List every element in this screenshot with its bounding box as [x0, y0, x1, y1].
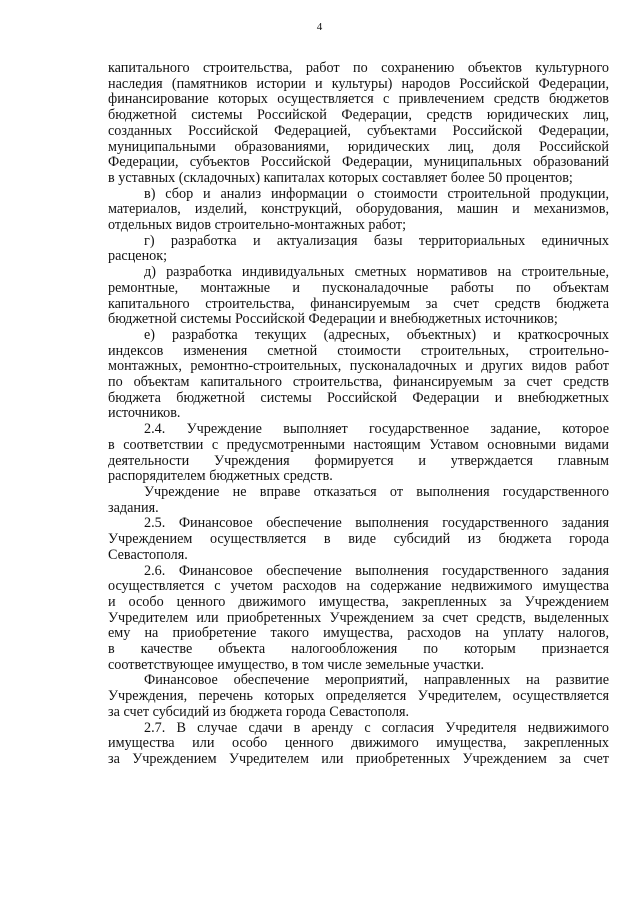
text-line: в соответствии с предусмотренными настоящим Уставом основными видами	[108, 436, 609, 453]
text-line: Учредителем или приобретенных Учреждением за счет средств, выделенных	[108, 609, 609, 626]
text-line: имущества или особо ценного движимого имущества, закрепленных	[108, 735, 609, 752]
text-line: деятельности Учреждения формируется и утверждается главным	[108, 452, 609, 469]
text-line: 2.4. Учреждение выполняет государственное задание, которое	[144, 421, 609, 438]
paragraph-p-refuse	[108, 485, 609, 516]
text-line: соответствующее имущество, в том числе земельные участки.	[108, 656, 485, 673]
text-line: 2.6. Финансовое обеспечение выполнения государственного задания	[144, 562, 609, 579]
text-line: ему на приобретение такого имущества, расходов на уплату налогов,	[108, 625, 609, 642]
text-line: монтажных, ремонтно-строительных, пусконаладочных и других видов работ	[108, 358, 609, 375]
text-line: бюджетной системы Российской Федерации, средств юридических лиц,	[108, 107, 609, 124]
text-line: ремонтные, монтажные и пусконаладочные работы по объектам	[108, 279, 609, 296]
text-line: 2.5. Финансовое обеспечение выполнения государственного задания	[144, 515, 609, 532]
text-line: бюджетной системы Российской Федерации и внебюджетных источников;	[108, 311, 558, 328]
paragraph-p-d	[108, 265, 609, 328]
text-line: наследия (памятников истории и культуры) народов Российской Федерации,	[108, 75, 609, 92]
text-line: за Учреждением Учредителем или приобретенных Учреждением за счет	[108, 750, 609, 767]
text-line: источников.	[108, 405, 181, 422]
text-line: г) разработка и актуализация базы территориальных единичных	[144, 232, 609, 249]
text-line: Финансовое обеспечение мероприятий, направленных на развитие	[144, 672, 609, 689]
text-line: распорядителем бюджетных средств.	[108, 468, 333, 485]
paragraph-p-2-7	[108, 721, 609, 768]
paragraph-p-2-4	[108, 422, 609, 485]
text-line: в) сбор и анализ информации о стоимости строительной продукции,	[144, 185, 609, 202]
paragraph-p-2-5	[108, 516, 609, 563]
text-line: материалов, изделий, конструкций, оборудования, машин и механизмов,	[108, 201, 609, 218]
text-line: Учреждением осуществляется в виде субсидий из бюджета города	[108, 531, 609, 548]
text-line: финансирование которых осуществляется с привлечением средств бюджетов	[108, 91, 609, 108]
text-line: Учреждение не вправе отказаться от выполнения государственного	[144, 483, 609, 500]
text-line: бюджета бюджетной системы Российской Федерации и внебюджетных	[108, 389, 609, 406]
text-line: по объектам капитального строительства, финансируемым за счет средств	[108, 374, 609, 391]
paragraph-p-v	[108, 187, 609, 234]
text-line: 2.7. В случае сдачи в аренду с согласия Учредителя недвижимого	[144, 719, 609, 736]
text-line: Севастополя.	[108, 546, 188, 563]
text-line: индексов изменения сметной стоимости строительных, строительно-	[108, 342, 609, 359]
paragraph-p-e	[108, 328, 609, 422]
text-line: капитального строительства, работ по сохранению объектов культурного	[108, 60, 609, 76]
document-body	[108, 61, 609, 768]
paragraph-p-cont	[108, 61, 609, 187]
text-line: капитального строительства, финансируемым за счет средств бюджета	[108, 295, 609, 312]
text-line: расценок;	[108, 248, 168, 265]
text-line: муниципальными образованиями, юридических лиц, доля Российской	[108, 138, 609, 155]
text-line: осуществляется с учетом расходов на содержание недвижимого имущества	[108, 578, 609, 595]
text-line: задания.	[108, 499, 159, 516]
text-line: Федерации, субъектов Российской Федерации, муниципальных образований	[108, 154, 609, 171]
text-line: Учреждения, перечень которых определяется Учредителем, осуществляется	[108, 688, 609, 705]
text-line: за счет субсидий из бюджета города Севастополя.	[108, 703, 410, 720]
text-line: е) разработка текущих (адресных, объектных) и краткосрочных	[144, 326, 609, 343]
text-line: в уставных (складочных) капиталах которых составляет более 50 процентов;	[108, 169, 573, 186]
text-line: д) разработка индивидуальных сметных нормативов на строительные,	[144, 264, 609, 281]
text-line: отдельных видов строительно-монтажных работ;	[108, 217, 407, 234]
paragraph-p-2-6	[108, 564, 609, 674]
paragraph-p-g	[108, 234, 609, 265]
text-line: и особо ценного движимого имущества, закрепленных за Учреждением	[108, 593, 609, 610]
text-line: в качестве объекта налогообложения по которым признается	[108, 641, 609, 658]
page-number: 4	[316, 21, 323, 33]
paragraph-p-fin	[108, 673, 609, 720]
text-line: созданных Российской Федерацией, субъектами Российской Федерации,	[108, 122, 609, 139]
